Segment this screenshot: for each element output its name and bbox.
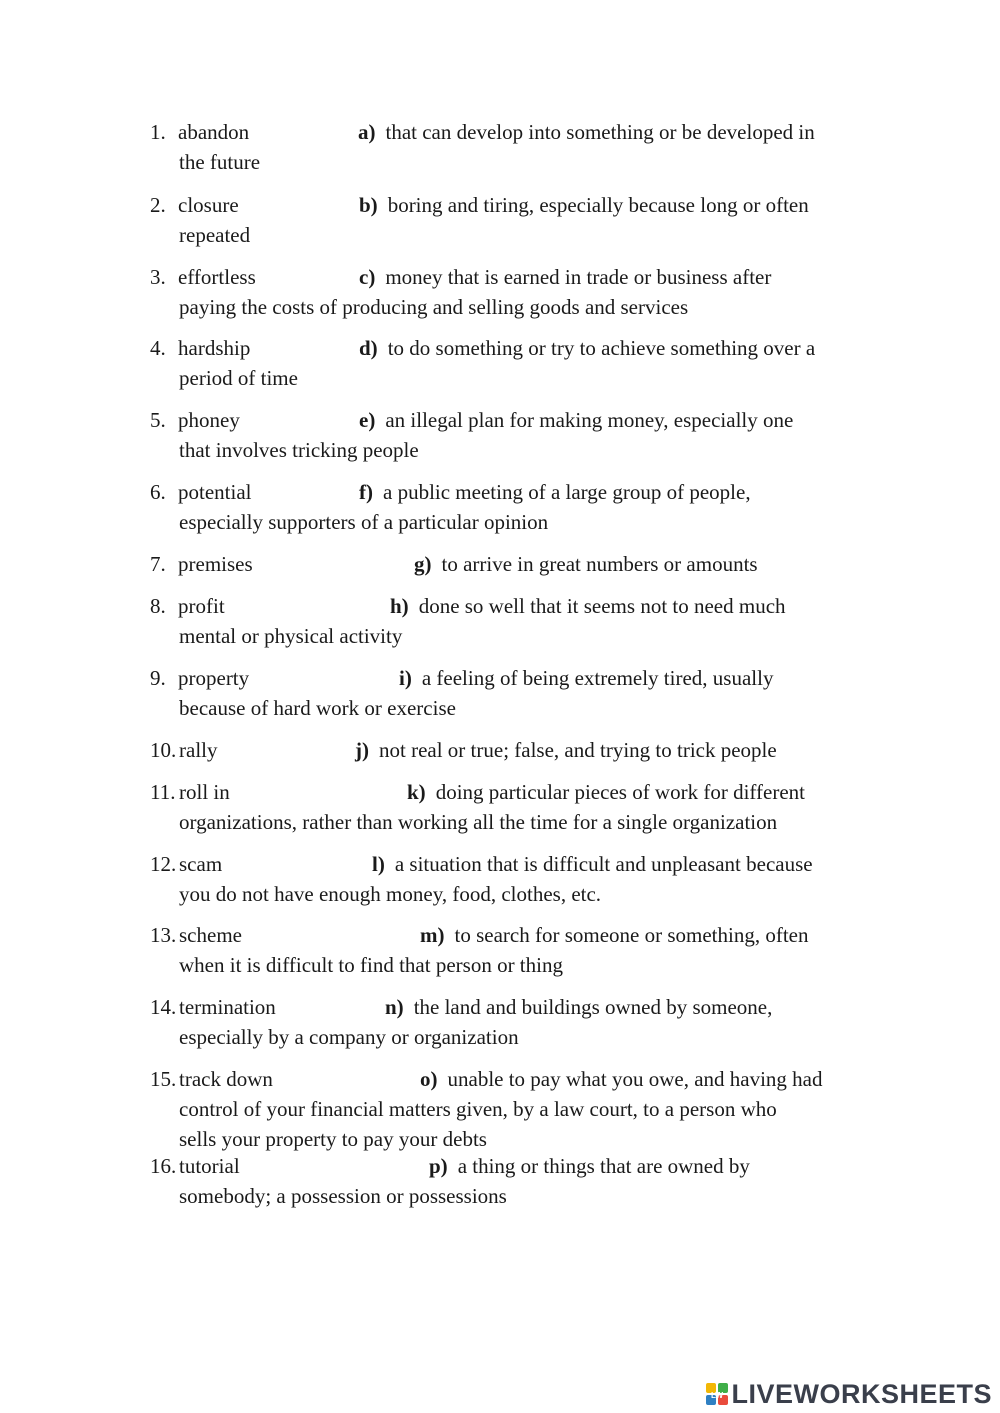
- matching-item: [150, 920, 890, 980]
- definition-text: unable to pay what you owe, and having had: [447, 1067, 823, 1091]
- definition-first-line: [399, 663, 773, 693]
- item-number: 11.: [150, 780, 176, 804]
- liveworksheets-logo: [705, 1378, 992, 1409]
- definition-text: that can develop into something or be developed in: [385, 120, 815, 144]
- matching-item: [150, 591, 890, 651]
- vocabulary-word: tutorial: [179, 1154, 240, 1178]
- item-number: 12.: [150, 852, 177, 876]
- item-first-line: [150, 591, 890, 621]
- definition-letter: f): [359, 480, 373, 504]
- definition-letter: e): [359, 408, 376, 432]
- definition-first-line: [390, 591, 786, 621]
- item-number: 8.: [150, 594, 166, 618]
- item-first-line: [150, 549, 890, 579]
- matching-item: [150, 477, 890, 537]
- item-first-line: [150, 1151, 890, 1181]
- definition-text: a situation that is difficult and unpleasant because: [394, 852, 813, 876]
- item-number: 10.: [150, 738, 177, 762]
- definition-continuation: paying the costs of producing and selling goods and services: [179, 295, 689, 319]
- matching-item: [150, 262, 890, 322]
- definition-first-line: [420, 920, 809, 950]
- definition-letter: h): [390, 594, 409, 618]
- definition-first-line: [385, 992, 772, 1022]
- vocabulary-word: scheme: [179, 923, 242, 947]
- item-first-line: [150, 777, 890, 807]
- definition-letter: p): [429, 1154, 448, 1178]
- definition-text: a public meeting of a large group of people,: [383, 480, 751, 504]
- matching-item: [150, 663, 890, 723]
- vocabulary-word: phoney: [178, 408, 240, 432]
- item-number: 1.: [150, 120, 166, 144]
- vocabulary-word: rally: [179, 738, 218, 762]
- item-number: 13.: [150, 923, 177, 947]
- definition-letter: j): [355, 738, 369, 762]
- vocabulary-word: hardship: [178, 336, 251, 360]
- definition-continuation: you do not have enough money, food, clothes, etc.: [179, 882, 602, 906]
- definition-continuation: the future: [179, 150, 261, 174]
- definition-first-line: [372, 849, 813, 879]
- definition-text: to search for someone or something, often: [454, 923, 809, 947]
- definition-text: to do something or try to achieve something over a: [387, 336, 816, 360]
- definition-letter: c): [359, 265, 376, 289]
- definition-continuation: period of time: [179, 366, 298, 390]
- item-number: 3.: [150, 265, 166, 289]
- matching-item: [150, 190, 890, 250]
- item-number: 15.: [150, 1067, 177, 1091]
- item-first-line: [150, 735, 890, 765]
- vocabulary-word: termination: [179, 995, 276, 1019]
- logo-mark-text: LW: [711, 1391, 724, 1400]
- definition-letter: a): [358, 120, 376, 144]
- definition-first-line: [420, 1064, 823, 1094]
- item-first-line: [150, 992, 890, 1022]
- vocabulary-word: profit: [178, 594, 225, 618]
- definition-letter: m): [420, 923, 445, 947]
- matching-item: [150, 1151, 890, 1211]
- item-first-line: [150, 333, 890, 363]
- definition-continuation: mental or physical activity: [179, 624, 403, 648]
- definition-letter: o): [420, 1067, 438, 1091]
- item-first-line: [150, 190, 890, 220]
- definition-text: not real or true; false, and trying to trick people: [379, 738, 777, 762]
- definition-text: an illegal plan for making money, especially one: [385, 408, 794, 432]
- definition-text: a thing or things that are owned by: [457, 1154, 750, 1178]
- item-first-line: [150, 117, 890, 147]
- item-first-line: [150, 849, 890, 879]
- definition-text: done so well that it seems not to need much: [418, 594, 786, 618]
- definition-first-line: [359, 190, 809, 220]
- vocabulary-word: track down: [179, 1067, 273, 1091]
- definition-first-line: [358, 117, 815, 147]
- matching-item: [150, 333, 890, 393]
- definition-text: boring and tiring, especially because long or often: [387, 193, 809, 217]
- definition-continuation: when it is difficult to find that person or thing: [179, 953, 563, 977]
- definition-continuation: especially supporters of a particular opinion: [179, 510, 549, 534]
- definition-letter: i): [399, 666, 412, 690]
- definition-letter: n): [385, 995, 404, 1019]
- definition-continuation: especially by a company or organization: [179, 1025, 519, 1049]
- definition-first-line: [414, 549, 758, 579]
- definition-continuation: that involves tricking people: [179, 438, 419, 462]
- definition-continuation: repeated: [179, 223, 251, 247]
- definition-first-line: [355, 735, 777, 765]
- item-first-line: [150, 477, 890, 507]
- item-first-line: [150, 920, 890, 950]
- vocabulary-word: potential: [178, 480, 252, 504]
- definition-first-line: [407, 777, 805, 807]
- item-number: 6.: [150, 480, 166, 504]
- item-first-line: [150, 663, 890, 693]
- item-number: 5.: [150, 408, 166, 432]
- definition-continuation: organizations, rather than working all the time for a single organization: [179, 810, 778, 834]
- definition-continuation: control of your financial matters given, by a law court, to a person who: [179, 1097, 777, 1121]
- definition-first-line: [359, 477, 751, 507]
- definition-first-line: [359, 405, 793, 435]
- logo-text: LIVEWORKSHEETS: [731, 1378, 992, 1409]
- definition-first-line: [359, 262, 771, 292]
- vocabulary-word: property: [178, 666, 250, 690]
- definition-continuation: somebody; a possession or possessions: [179, 1184, 507, 1208]
- definition-text: to arrive in great numbers or amounts: [441, 552, 758, 576]
- definition-letter: l): [372, 852, 385, 876]
- matching-item: [150, 1064, 890, 1154]
- definition-first-line: [429, 1151, 750, 1181]
- definition-first-line: [359, 333, 815, 363]
- matching-item: [150, 405, 890, 465]
- definition-text: doing particular pieces of work for different: [435, 780, 805, 804]
- item-first-line: [150, 405, 890, 435]
- item-number: 4.: [150, 336, 166, 360]
- definition-text: a feeling of being extremely tired, usually: [421, 666, 774, 690]
- vocabulary-word: roll in: [179, 780, 230, 804]
- definition-continuation: sells your property to pay your debts: [179, 1127, 487, 1151]
- definition-letter: g): [414, 552, 432, 576]
- matching-item: [150, 849, 890, 909]
- vocabulary-word: scam: [179, 852, 223, 876]
- item-number: 16.: [150, 1154, 177, 1178]
- matching-item: [150, 777, 890, 837]
- vocabulary-word: premises: [178, 552, 253, 576]
- vocabulary-word: effortless: [178, 265, 256, 289]
- matching-item: [150, 735, 890, 765]
- vocabulary-word: abandon: [178, 120, 250, 144]
- definition-text: the land and buildings owned by someone,: [413, 995, 773, 1019]
- item-first-line: [150, 1064, 890, 1094]
- item-number: 9.: [150, 666, 166, 690]
- item-number: 14.: [150, 995, 177, 1019]
- vocabulary-word: closure: [178, 193, 239, 217]
- item-number: 2.: [150, 193, 166, 217]
- matching-item: [150, 549, 890, 579]
- item-first-line: [150, 262, 890, 292]
- definition-letter: k): [407, 780, 426, 804]
- liveworksheets-logo-icon: [705, 1382, 729, 1406]
- definition-text: money that is earned in trade or business after: [385, 265, 772, 289]
- definition-letter: b): [359, 193, 378, 217]
- item-number: 7.: [150, 552, 166, 576]
- definition-letter: d): [359, 336, 378, 360]
- definition-continuation: because of hard work or exercise: [179, 696, 456, 720]
- matching-item: [150, 992, 890, 1052]
- matching-item: [150, 117, 890, 177]
